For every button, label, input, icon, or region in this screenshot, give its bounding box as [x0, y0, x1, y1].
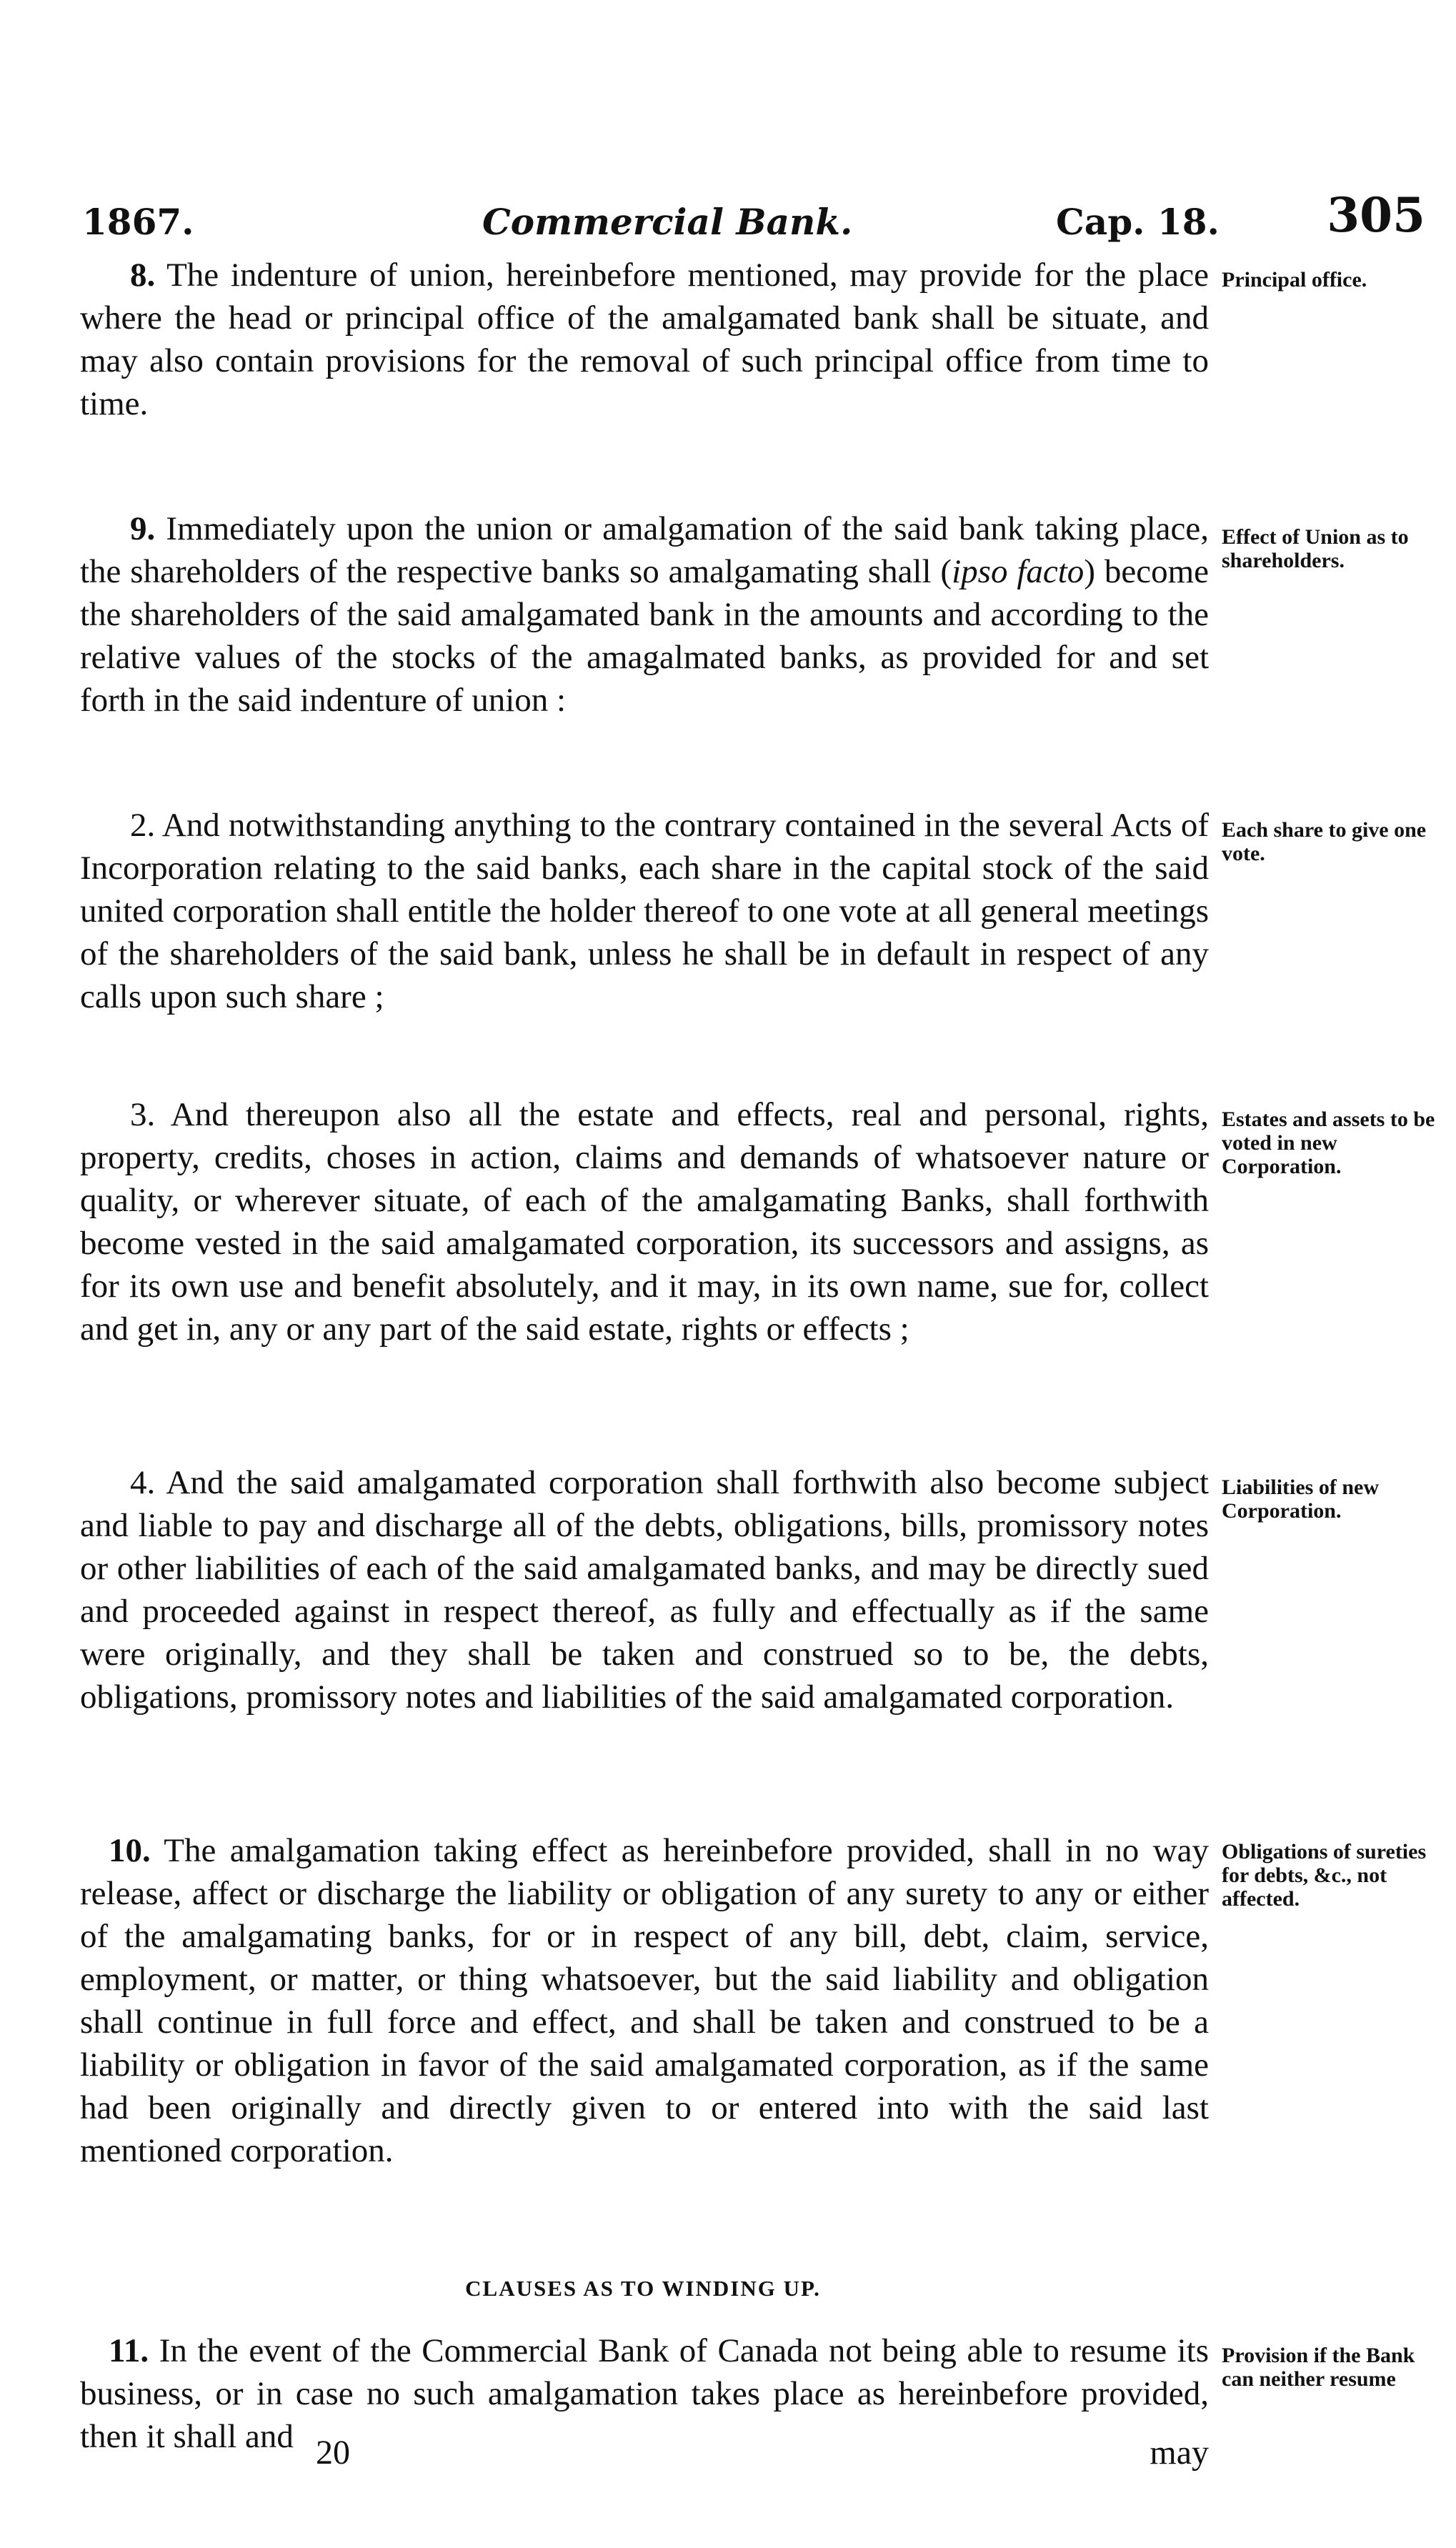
section-8-paragraph [80, 254, 1209, 425]
section-heading: CLAUSES AS TO WINDING UP. [465, 2276, 821, 2301]
page-footer [80, 2433, 1209, 2476]
subsection-3-paragraph [80, 1093, 1209, 1350]
header-year: 1867. [82, 201, 194, 243]
header-chapter: Cap. 18. [1056, 201, 1220, 243]
subsection-2-number: 2. [130, 807, 156, 844]
subsection-3-margin-note: Estates and assets to be voted in new Corporation. [1222, 1108, 1435, 1178]
subsection-4-number: 4. [130, 1464, 156, 1501]
subsection-2-margin-note: Each share to give one vote. [1222, 818, 1427, 865]
page-number: 305 [1327, 187, 1425, 243]
section-8-margin-note: Principal office. [1222, 268, 1367, 292]
section-9-text-after: ) become the shareholders of the said amalgamated bank in the amounts and according to the relative values of the stocks of the amagalmated banks, as provided for and set forth in the said indenture of union : [80, 553, 1209, 719]
catchword: may [1150, 2434, 1209, 2472]
section-10-text: The amalgamation taking effect as hereinbefore provided, shall in no way release, affect or discharge the liability or obligation of any surety to any or either of the amalgamating banks, for or in respect of any bill, debt, claim, service, employment, or matter, or thing whatsoever, but the said liability and obligation shall continue in full force and effect, and shall be taken and construed to be a liability or obligation in favor of the said amalgamated corporation, as if the same had been originally and directly given to or entered into with the said last mentioned corporation. [80, 1832, 1209, 2169]
section-9-paragraph [80, 507, 1209, 722]
section-11-text: In the event of the Commercial Bank of Canada not being able to resume its business, or in case no such amalgamation takes place as hereinbefore provided, then it shall and [80, 2332, 1209, 2455]
section-9-text-before: Immediately upon the union or amalgamation of the said bank taking place, the shareholders of the respective banks so amalgamating shall ( [80, 510, 1210, 590]
section-10-number: 10. [109, 1832, 151, 1869]
section-11-number: 11. [109, 2332, 149, 2369]
section-9-text-italic: ipso facto [952, 553, 1084, 590]
subsection-2-paragraph [80, 804, 1209, 1018]
subsection-4-text: And the said amalgamated corporation shall forthwith also become subject and liable to pay and discharge all of the debts, obligations, bills, promissory notes or other liabilities of each of the said amalgamated banks, and may be directly sued and proceeded against in respect thereof, as fully and effectually as if the same were originally, and they shall be taken and construed so to be, the debts, obligations, promissory notes and liabilities of the said amalgamated corporation. [80, 1464, 1209, 1716]
section-10-paragraph [80, 1829, 1209, 2172]
subsection-4-paragraph [80, 1461, 1209, 1718]
section-8-number: 8. [130, 257, 156, 294]
section-9-margin-note: Effect of Union as to shareholders. [1222, 525, 1409, 572]
section-9-number: 9. [130, 510, 156, 547]
section-11-margin-note: Provision if the Bank can neither resume [1222, 2344, 1415, 2391]
header-title: Commercial Bank. [482, 201, 853, 243]
subsection-3-text: And thereupon also all the estate and effects, real and personal, rights, property, credits, choses in action, claims and demands of whatsoever nature or quality, or wherever situate, of each of the amalgamating Banks, shall forthwith become vested in the said amalgamated corporation, its successors and assigns, as for its own use and benefit absolutely, and it may, in its own name, sue for, collect and get in, any or any part of the said estate, rights or effects ; [80, 1096, 1209, 1348]
subsection-4-margin-note: Liabilities of new Corporation. [1222, 1475, 1380, 1523]
section-8-text: The indenture of union, hereinbefore mentioned, may provide for the place where the head or principal office of the amalgamated bank shall be situate, and may also contain provisions for the removal of such principal office from time to time. [80, 257, 1209, 422]
subsection-3-number: 3. [130, 1096, 156, 1133]
section-10-margin-note: Obligations of sureties for debts, &c., not affected. [1222, 1840, 1427, 1911]
running-header [82, 171, 1425, 243]
subsection-2-text: And notwithstanding anything to the contrary contained in the several Acts of Incorporation relating to the said banks, each share in the capital stock of the said united corporation shall entitle the holder thereof to one vote at all general meetings of the shareholders of the said bank, unless he shall be in default in respect of any calls upon such share ; [80, 807, 1209, 1015]
signature-mark: 20 [316, 2434, 350, 2472]
